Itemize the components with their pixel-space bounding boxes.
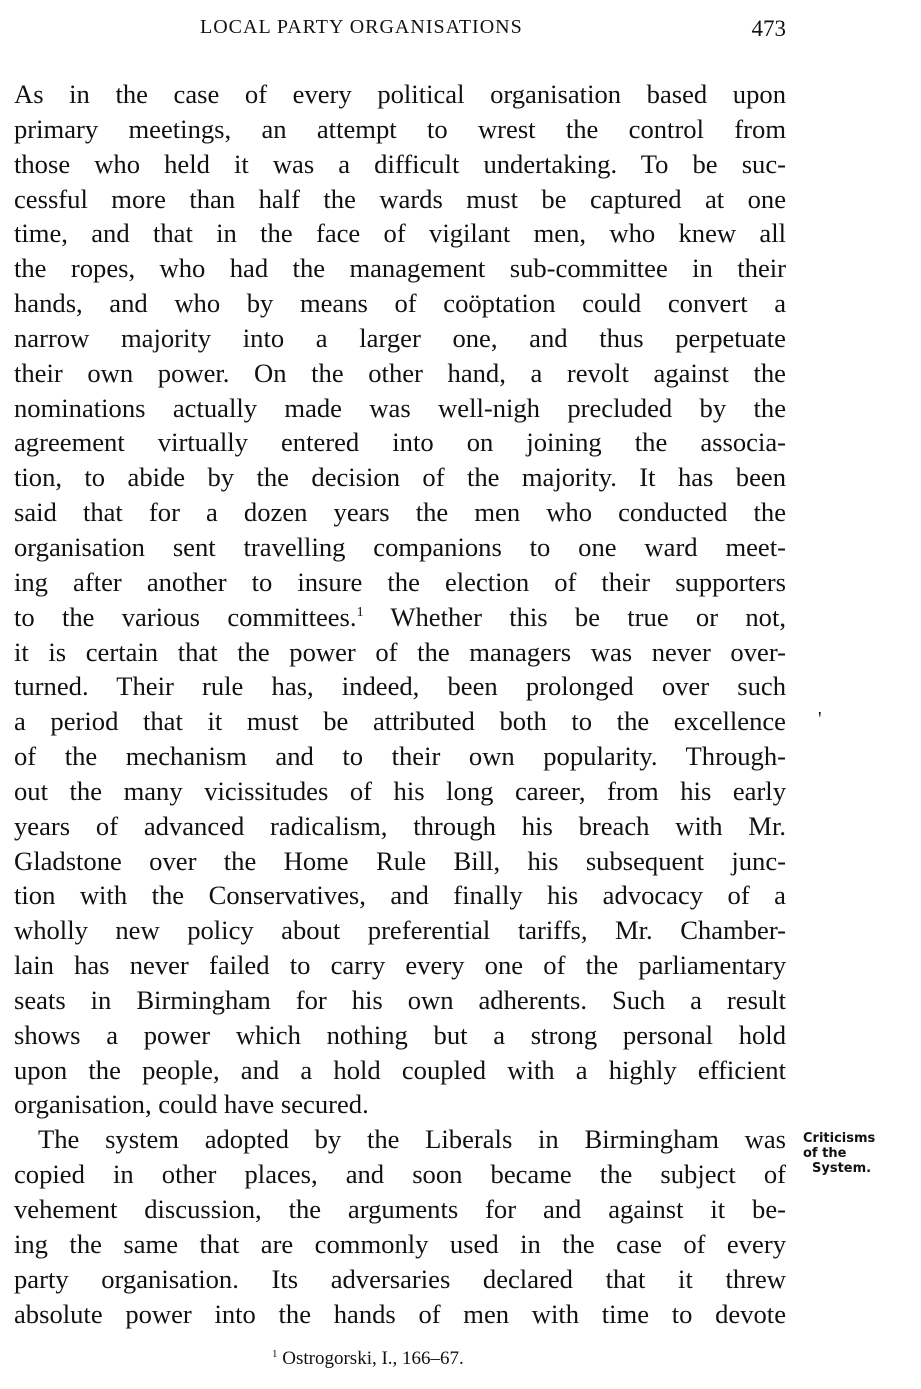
text-line: years of advanced radicalism, through his breach with Mr. xyxy=(14,810,786,841)
text-line: ing the same that are commonly used in the case of every xyxy=(14,1228,786,1259)
text-line: Gladstone over the Home Rule Bill, his subsequent junc- xyxy=(14,845,786,876)
text-line: vehement discussion, the arguments for and against it be- xyxy=(14,1194,786,1224)
text-line: nominations actually made was well-nigh precluded by the xyxy=(14,392,786,423)
text-line: cessful more than half the wards must be captured at one xyxy=(14,183,786,214)
page-number: 473 xyxy=(751,16,786,41)
text-line: those who held it was a difficult undertaking. To be suc- xyxy=(14,148,786,179)
text-line: shows a power which nothing but a strong personal hold xyxy=(14,1019,786,1050)
text-line: ing after another to insure the election of their supporters xyxy=(14,566,786,597)
text-line: copied in other places, and soon became the subject of xyxy=(14,1159,786,1190)
margin-note xyxy=(803,1131,875,1176)
text-line: hands, and who by means of coöptation could convert a xyxy=(14,288,786,319)
text-line: said that for a dozen years the men who conducted the xyxy=(14,497,786,528)
text-line: it is certain that the power of the managers was never over- xyxy=(14,636,786,667)
text-line: the ropes, who had the management sub-committee in their xyxy=(14,253,786,284)
running-title: LOCAL PARTY ORGANISATIONS xyxy=(200,16,523,38)
text-line: their own power. On the other hand, a revolt against the xyxy=(14,357,786,388)
text-line-with-footnote-ref xyxy=(14,600,786,635)
text-line: tion, to abide by the decision of the majority. It has been xyxy=(14,462,786,493)
text-line: a period that it must be attributed both to the excellence xyxy=(14,706,786,737)
footnote-marker: 1 xyxy=(272,1348,278,1360)
footnote xyxy=(272,1348,464,1370)
page-header xyxy=(14,16,786,46)
text-line: primary meetings, an attempt to wrest the control from xyxy=(14,113,786,144)
text-line: agreement virtually entered into on joining the associa- xyxy=(14,427,786,458)
margin-note-line: System. xyxy=(812,1161,872,1176)
text-line-part: Whether this be true or not, xyxy=(390,601,786,632)
stray-print-mark: ' xyxy=(818,708,822,730)
text-line: The system adopted by the Liberals in Birmingham was xyxy=(38,1124,786,1155)
text-line: absolute power into the hands of men with time to devote xyxy=(14,1298,786,1329)
text-line: wholly new policy about preferential tariffs, Mr. Chamber- xyxy=(14,915,786,946)
margin-note-line: Criticisms xyxy=(803,1131,876,1146)
text-line: time, and that in the face of vigilant men, who knew all xyxy=(14,218,786,249)
footnote-text: Ostrogorski, I., 166–67. xyxy=(282,1348,464,1369)
body-text xyxy=(14,77,786,1331)
text-line: out the many vicissitudes of his long career, from his early xyxy=(14,775,786,806)
text-line: party organisation. Its adversaries declared that it threw xyxy=(14,1263,786,1294)
text-line: seats in Birmingham for his own adherents. Such a result xyxy=(14,984,786,1015)
text-line: narrow majority into a larger one, and thus perpetuate xyxy=(14,322,786,353)
text-line: tion with the Conservatives, and finally his advocacy of a xyxy=(14,880,786,911)
text-line: lain has never failed to carry every one of the parliamentary xyxy=(14,950,786,981)
text-line: As in the case of every political organisation based upon xyxy=(14,79,786,109)
text-line: of the mechanism and to their own popularity. Through- xyxy=(14,741,786,772)
text-line-part: to the various committees. xyxy=(14,601,357,632)
text-line: upon the people, and a hold coupled with a highly efficient xyxy=(14,1054,786,1085)
margin-note-line: of the xyxy=(803,1146,847,1161)
text-line: organisation sent travelling companions to one ward meet- xyxy=(14,531,786,562)
text-line: organisation, could have secured. xyxy=(14,1089,369,1120)
text-line: turned. Their rule has, indeed, been prolonged over such xyxy=(14,671,786,702)
footnote-reference: 1 xyxy=(356,604,364,620)
